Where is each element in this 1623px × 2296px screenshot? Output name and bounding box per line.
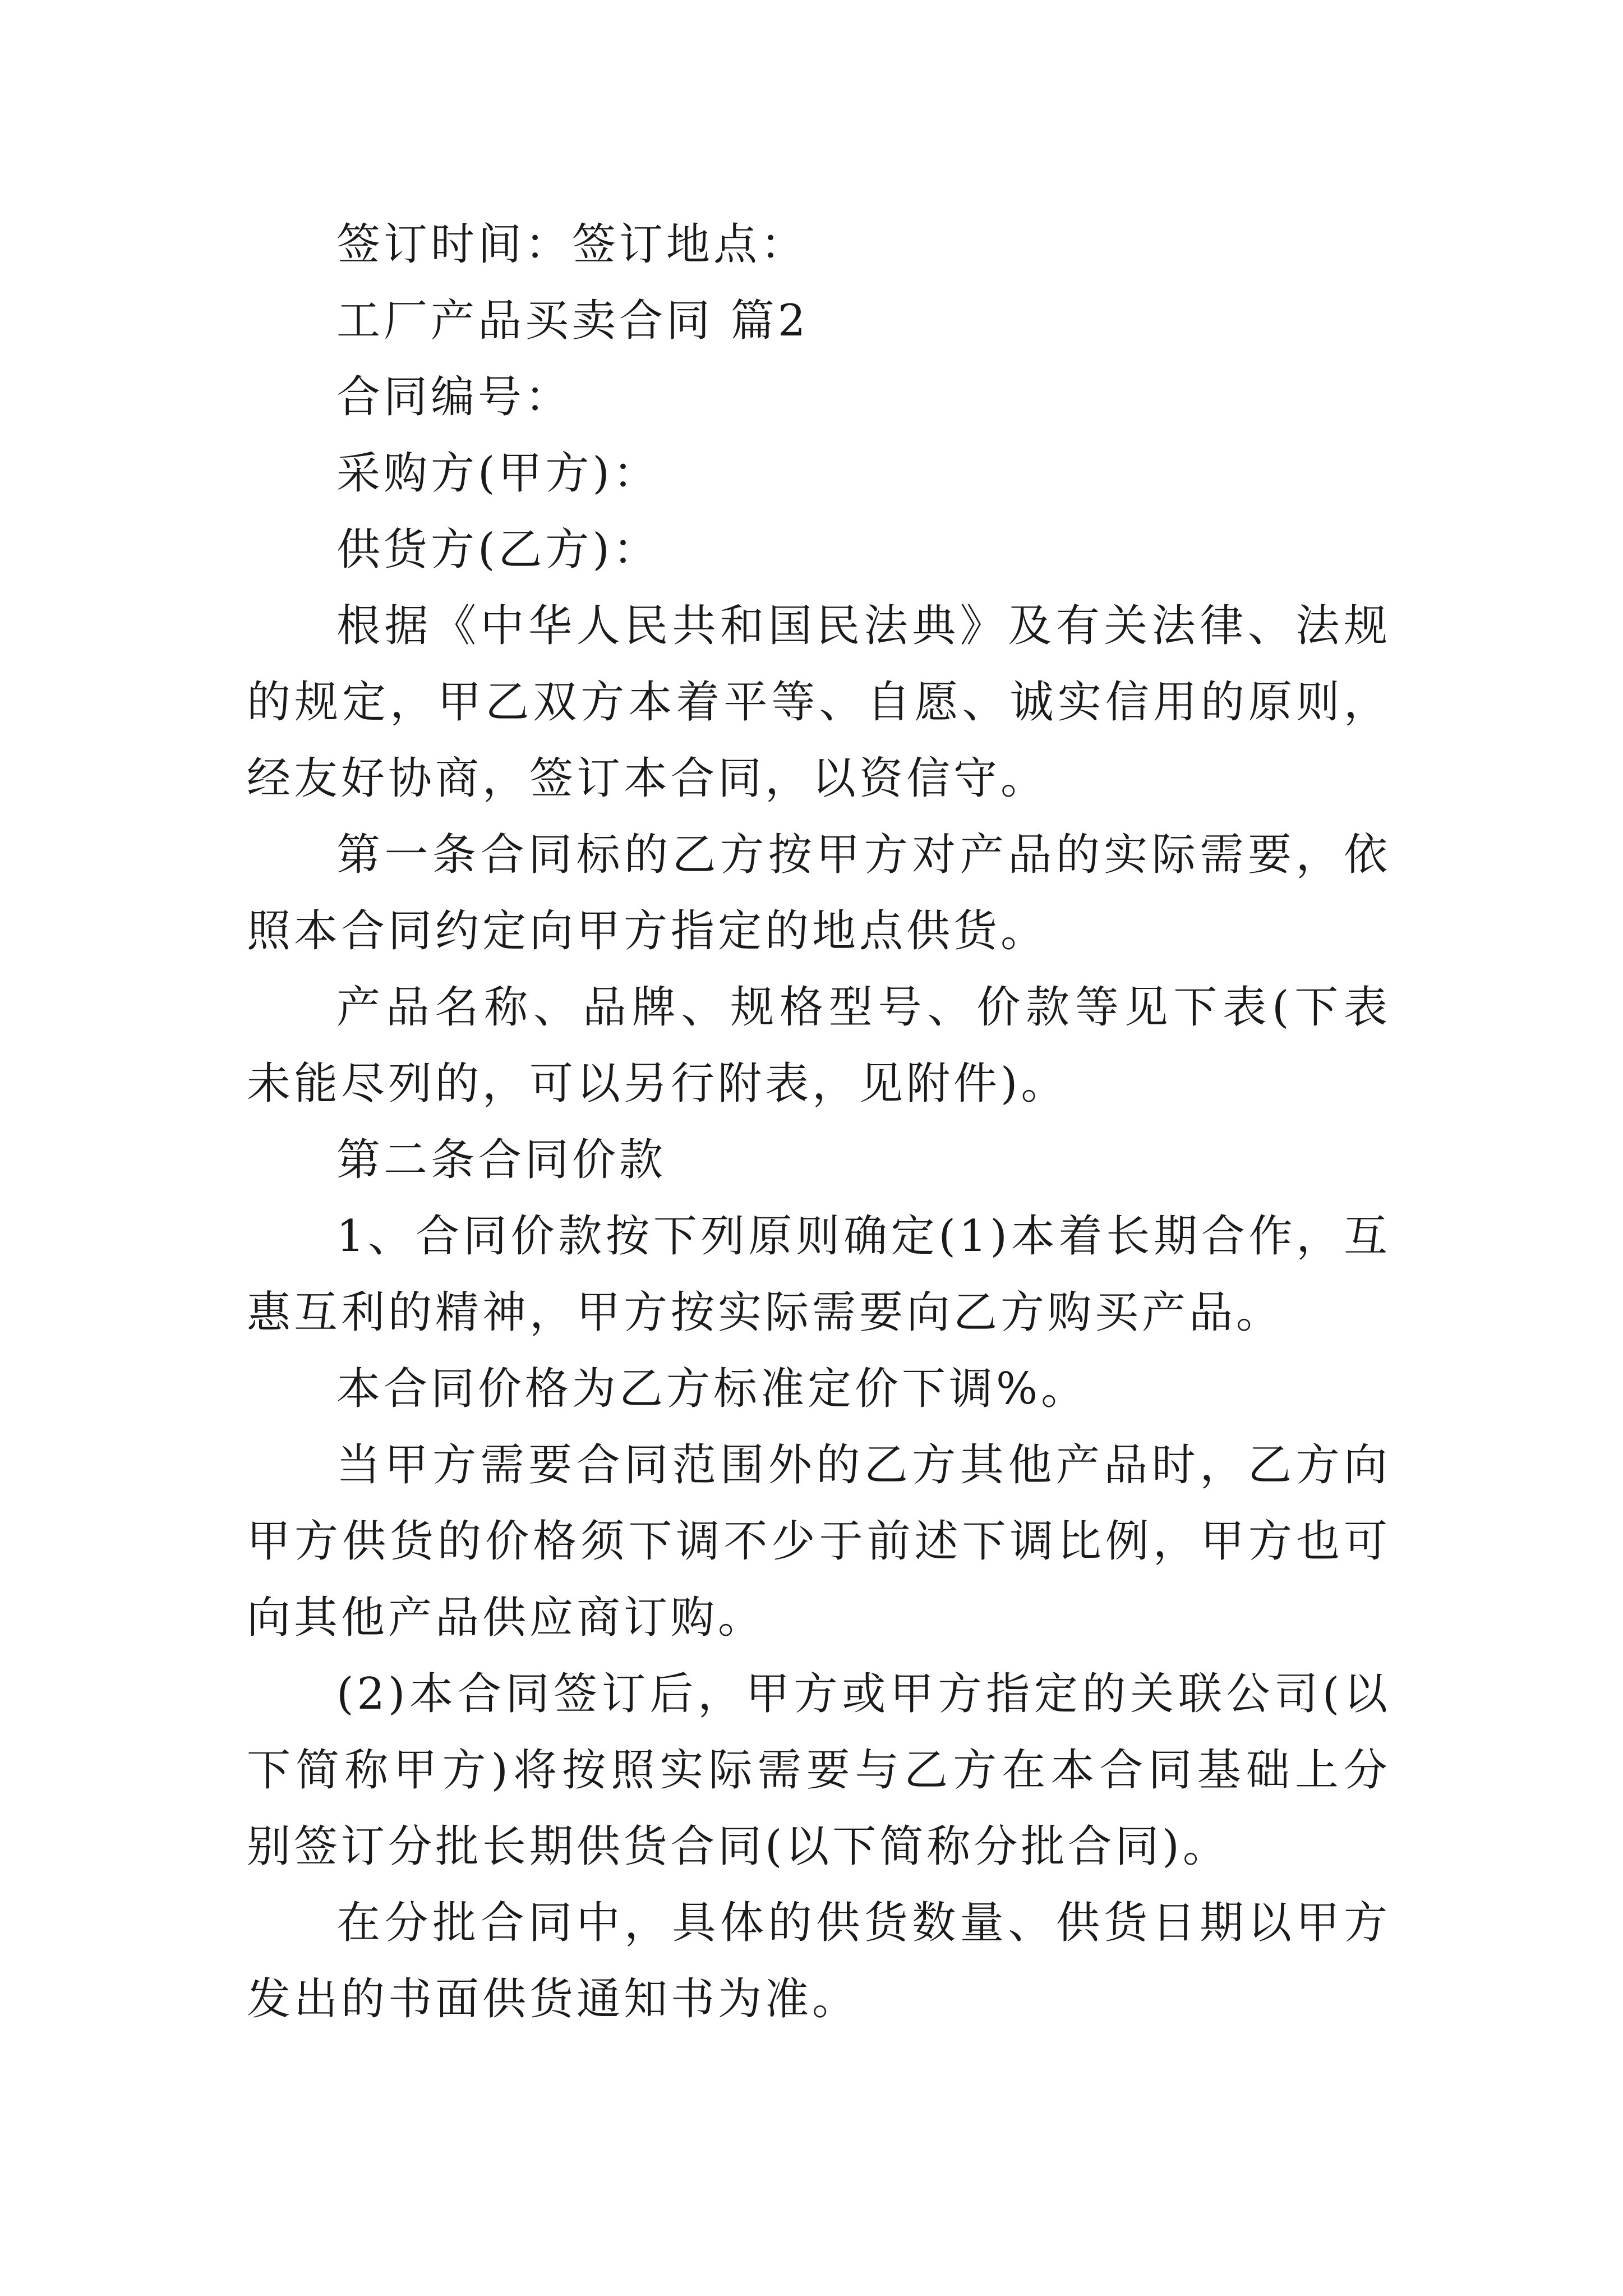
paragraph-price-principle: 1、合同价款按下列原则确定(1)本着长期合作，互惠互利的精神，甲方按实际需要向乙方购买产品。 xyxy=(247,1211,1391,1338)
buyer-party: 采购方(甲方)： xyxy=(336,448,660,499)
document-body xyxy=(247,206,1391,2037)
paragraph-other-products: 当甲方需要合同范围外的乙方其他产品时，乙方向甲方供货的价格须下调不少于前述下调比例，甲方也可向其他产品供应商订购。 xyxy=(247,1440,1391,1643)
paragraph-supply-notice: 在分批合同中，具体的供货数量、供货日期以甲方发出的书面供货通知书为准。 xyxy=(247,1898,1391,2024)
supplier-party: 供货方(乙方)： xyxy=(336,524,660,575)
paragraph-price-discount: 本合同价格为乙方标准定价下调%。 xyxy=(336,1364,1089,1414)
signing-time-place: 签订时间：签订地点： xyxy=(336,219,808,270)
contract-number: 合同编号： xyxy=(336,372,573,422)
paragraph-legal-basis: 根据《中华人民共和国民法典》及有关法律、法规的规定，甲乙双方本着平等、自愿、诚实信用的原则，经友好协商，签订本合同，以资信守。 xyxy=(247,601,1391,804)
paragraph-product-list: 产品名称、品牌、规格型号、价款等见下表(下表未能尽列的，可以另行附表，见附件)。 xyxy=(247,982,1391,1109)
paragraph-article-1: 第一条合同标的乙方按甲方对产品的实际需要，依照本合同约定向甲方指定的地点供货。 xyxy=(247,830,1391,956)
contract-title: 工厂产品买卖合同 篇2 xyxy=(336,296,809,346)
paragraph-article-2-heading: 第二条合同价款 xyxy=(336,1135,667,1185)
paragraph-batch-contracts: (2)本合同签订后，甲方或甲方指定的关联公司(以下简称甲方)将按照实际需要与乙方在本合同基础上分别签订分批长期供货合同(以下简称分批合同)。 xyxy=(247,1669,1391,1872)
